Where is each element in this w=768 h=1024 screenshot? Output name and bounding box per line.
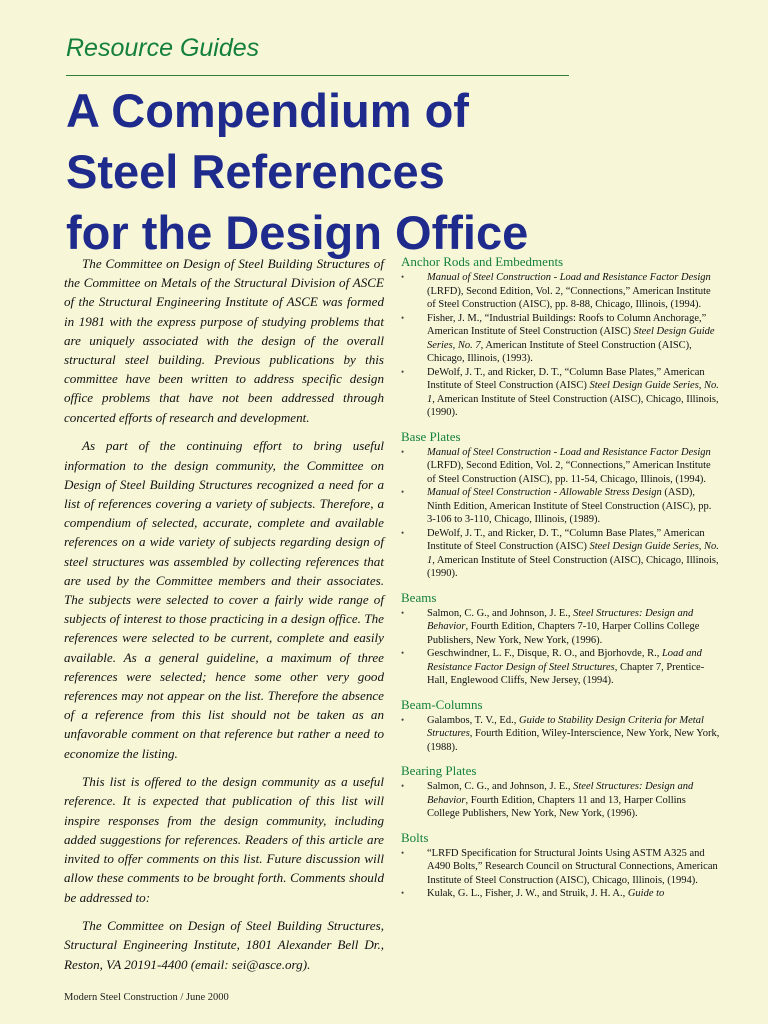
reference-title-italic: Steel Design Guide Series, No. 1 (427, 541, 719, 566)
reference-title-italic: Guide to Stability Design Criteria for Metal Structures (427, 714, 704, 739)
reference-title-italic: Manual of Steel Construction - Allowable Stress Design (427, 487, 662, 498)
reference-text (427, 847, 721, 888)
reference-text-segment: , Chapter 7, Prentice-Hall, Englewood Cliffs, New Jersey, (1994). (427, 661, 705, 686)
reference-item (401, 847, 721, 888)
reference-text (427, 887, 721, 901)
reference-title-italic: Steel Design Guide Series, No. 1 (427, 380, 719, 405)
reference-text-segment: , American Institute of Steel Construction (AISC), Chicago, Illinois, (1993). (427, 339, 692, 364)
intro-paragraph: This list is offered to the design community as a useful reference. It is expected that publication of this list will inspire responses from the design community, including added suggestions for references. Readers of this article are invited to offer comments on this list. Future discussion will allow these comments to be brought forth. Comments should be addressed to: (64, 774, 384, 905)
reference-text-segment: Salmon, C. G., and Johnson, J. E., (427, 607, 574, 619)
reference-text-segment: Kulak, G. L., Fisher, J. W., and Struik, J. H. A., (427, 888, 628, 899)
bullet-icon: • (401, 888, 405, 898)
reference-item (401, 312, 721, 366)
bullet-icon: • (401, 487, 405, 497)
references-column (401, 254, 721, 910)
reference-text-segment: , Fourth Edition, Chapters 11 and 13, Harper Collins College Publishers, New York, New York, (1996). (427, 794, 686, 819)
bullet-icon: • (401, 648, 405, 658)
reference-title-italic: Steel Structures: Design and Behavior (427, 607, 694, 632)
bullet-icon: • (401, 272, 405, 282)
reference-text-segment: DeWolf, J. T., and Ricker, D. T., “Column Base Plates,” American Institute of Steel Construction (AISC) (427, 527, 705, 552)
reference-title-italic: Manual of Steel Construction - Load and Resistance Factor Design (427, 272, 711, 283)
reference-text (427, 647, 721, 688)
reference-item (401, 780, 721, 821)
reference-text (427, 527, 721, 581)
bullet-icon: • (401, 446, 405, 457)
reference-text (427, 271, 721, 312)
reference-item (401, 527, 721, 581)
reference-title-italic: Steel Design Guide Series, No. 7 (427, 326, 715, 351)
reference-text-segment: (ASD), Ninth Edition, American Institute of Steel Construction (AISC), pp. 3-106 to 3-110, Chicago, Illinois, (1989). (427, 487, 712, 525)
reference-item (401, 446, 721, 487)
reference-category (401, 254, 721, 420)
bullet-icon: • (401, 312, 405, 323)
reference-title-italic: Guide to (627, 888, 665, 899)
reference-text-segment: Galambos, T. V., Ed., (427, 714, 519, 726)
reference-item (401, 887, 721, 901)
category-heading: Bolts (401, 829, 429, 845)
section-label: Resource Guides (66, 34, 260, 62)
reference-text (427, 312, 721, 366)
reference-text (427, 366, 721, 420)
intro-paragraph: As part of the continuing effort to bring useful information to the design community, the Committee on Design of Steel Building Structures recognized a need for a list of references covering a variety of subjects. Therefore, a compendium of selected, accurate, complete and available references on a wide variety of subjects regarding design of steel structures was assembled by collecting references that are used by the Committee members and their associates. The subjects were selected to cover a fairly wide range of subjects of interest to those practicing in a design office. The references were selected to be current, complete and easily available. As a general guideline, a maximum of three references were selected; hence some other very good references may not appear on the list. Therefore the absence of a reference from this list should not be taken as an unfavorable comment on that reference but rather a need to economize the listing. (64, 438, 384, 761)
reference-category (401, 830, 721, 901)
category-heading: Anchor Rods and Embedments (401, 254, 564, 269)
category-heading: Bearing Plates (401, 763, 477, 778)
reference-text-segment: Fisher, J. M., “Industrial Buildings: Roofs to Column Anchorage,” American Institute of Steel Construction (AISC) (427, 312, 707, 337)
reference-text-segment: (LRFD), Second Edition, Vol. 2, “Connections,” American Institute of Steel Construction (AISC), pp. 11-54, Chicago, Illinois, (1994). (427, 460, 711, 485)
category-heading: Base Plates (401, 428, 461, 444)
header-rule (66, 75, 569, 76)
bullet-icon: • (401, 714, 405, 725)
intro-paragraph: The Committee on Design of Steel Building Structures, Structural Engineering Institute, 1801 Alexander Bell Dr., Reston, VA 20191-4400 (email: sei@asce.org). (64, 918, 384, 972)
reference-text (427, 714, 721, 755)
reference-item (401, 366, 721, 420)
reference-category (401, 697, 721, 755)
reference-text-segment: DeWolf, J. T., and Ricker, D. T., “Column Base Plates,” American Institute of Steel Construction (AISC) (427, 366, 705, 391)
reference-item (401, 607, 721, 648)
reference-item (401, 647, 721, 688)
reference-text-segment: “LRFD Specification for Structural Joints Using ASTM A325 and A490 Bolts,” Research Council on Structural Connections, American Institute of Steel Construction (AISC), Chicago, Illinois, (1994). (427, 847, 718, 886)
reference-text (427, 446, 721, 487)
reference-title-italic: Steel Structures: Design and Behavior (427, 781, 694, 806)
reference-title-italic: Load and Resistance Factor Design of Steel Structures (427, 648, 702, 673)
bullet-icon: • (401, 366, 405, 377)
reference-text-segment: Geschwindner, L. F., Disque, R. O., and Bjorhovde, R., (427, 648, 662, 659)
reference-text-segment: , Fourth Edition, Chapters 7-10, Harper Collins College Publishers, New York, New York, (1996). (427, 621, 700, 646)
article-title (66, 80, 706, 263)
bullet-icon: • (401, 781, 405, 791)
reference-category (401, 590, 721, 688)
intro-paragraph: The Committee on Design of Steel Building Structures of the Committee on Metals of the Structural Division of ASCE of the Structural Engineering Institute of ASCE was formed in 1981 with the express purpose of studying problems that are uniquely associated with the design of the overall structural steel building. Previous publications by this committee have been written to address specific design office problems that have not been addressed through concerted efforts of research and development. (64, 256, 384, 425)
reference-item (401, 714, 721, 755)
bullet-icon: • (401, 607, 405, 618)
title-line: Steel References (66, 145, 445, 198)
reference-item (401, 271, 721, 312)
bullet-icon: • (401, 847, 405, 858)
reference-category (401, 763, 721, 821)
bullet-icon: • (401, 527, 405, 538)
reference-category (401, 429, 721, 581)
page-footer: Modern Steel Construction / June 2000 (64, 992, 229, 1003)
reference-text (427, 780, 721, 821)
title-line: for the Design Office (66, 206, 529, 259)
category-heading: Beams (401, 589, 437, 605)
reference-text-segment: , American Institute of Steel Construction (AISC), Chicago, Illinois, (1990). (427, 393, 719, 418)
reference-text (427, 607, 721, 648)
reference-text-segment: , Fourth Edition, Wiley-Interscience, New York, New York, (1988). (427, 728, 720, 753)
reference-text-segment: (LRFD), Second Edition, Vol. 2, “Connections,” American Institute of Steel Construction (AISC), pp. 8-88, Chicago, Illinois, (1994). (427, 285, 711, 310)
category-heading: Beam-Columns (401, 696, 483, 712)
reference-item (401, 486, 721, 527)
reference-text-segment: , American Institute of Steel Construction (AISC), Chicago, Illinois, (1990). (427, 554, 719, 579)
reference-text-segment: Salmon, C. G., and Johnson, J. E., (427, 781, 574, 792)
title-line: A Compendium of (66, 84, 469, 137)
reference-text (427, 486, 721, 527)
reference-title-italic: Manual of Steel Construction - Load and Resistance Factor Design (427, 446, 711, 458)
intro-column (64, 254, 384, 983)
